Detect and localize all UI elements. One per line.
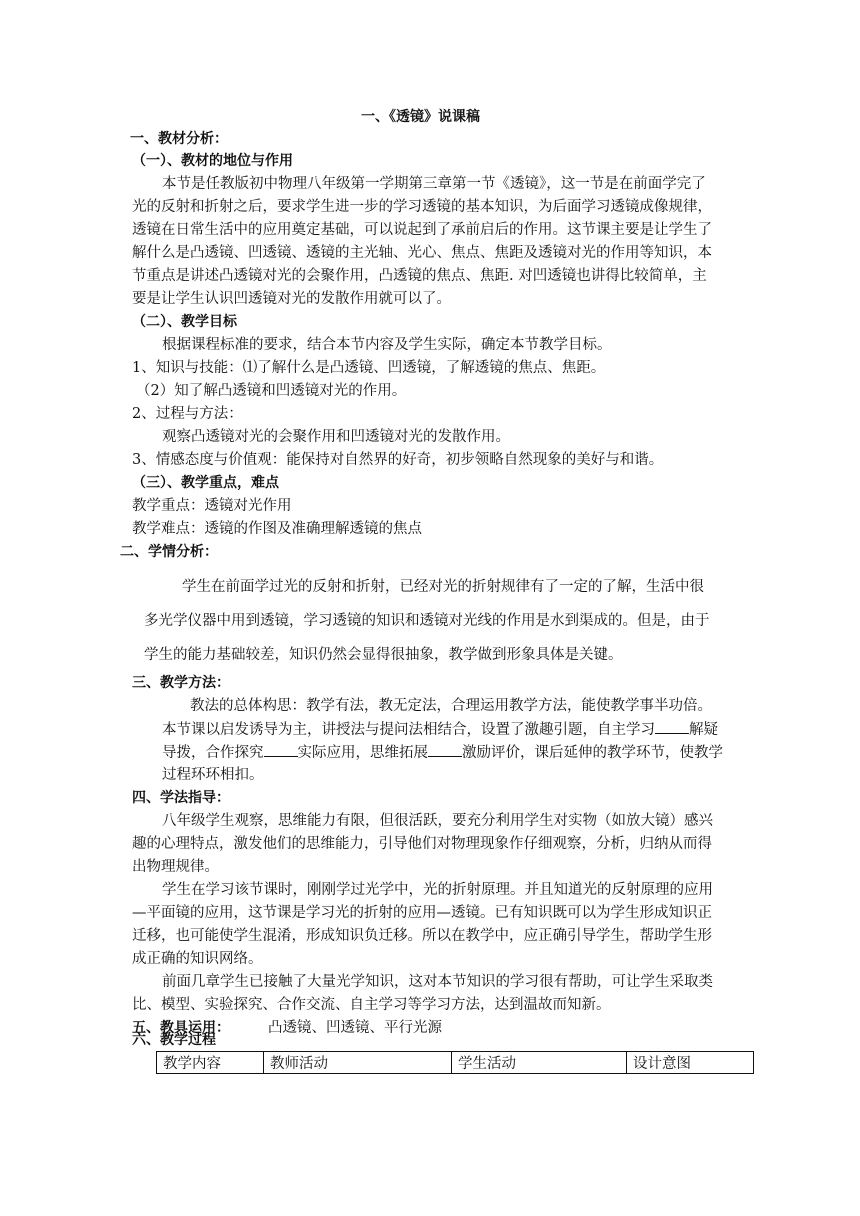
paragraph-line: 透镜在日常生活中的应用奠定基础，可以说起到了承前启后的作用。这节课主要是让学生了 bbox=[132, 222, 712, 238]
paragraph-line: 八年级学生观察，思维能力有限，但很活跃，要充分利用学生对实物（如放大镜）感兴 bbox=[162, 813, 713, 829]
paragraph-line: 迁移，也可能使学生混淆，形成知识负迁移。所以在教学中，应正确引导学生，帮助学生形 bbox=[132, 928, 712, 944]
section-heading-teaching-process: 六、教学过程 bbox=[132, 1032, 216, 1048]
paragraph-line: 节重点是讲述凸透镜对光的会聚作用，凸透镜的焦点、焦距. 对凹透镜也讲得比较简单，主 bbox=[132, 268, 707, 284]
table-header-cell: 教师活动 bbox=[264, 1052, 452, 1074]
paragraph-line: 解什么是凸透镜、凹透镜、透镜的主光轴、光心、焦点、焦距及透镜对光的作用等知识，本 bbox=[132, 245, 712, 261]
paragraph-line: 成正确的知识网络。 bbox=[132, 951, 263, 967]
paragraph-line: 要是让学生认识凹透镜对光的发散作用就可以了。 bbox=[132, 291, 451, 307]
key-point-line: 教学重点：透镜对光作用 bbox=[132, 498, 292, 514]
fill-blank bbox=[264, 742, 298, 757]
section-heading-student-analysis: 二、学情分析： bbox=[120, 544, 218, 560]
paragraph-line: —平面镜的应用，这节课是学习光的折射的应用—透镜。已有知识既可以为学生形成知识正 bbox=[132, 905, 712, 921]
paragraph-line: 本节是任教版初中物理八年级第一学期第三章第一节《透镜》，这一节是在前面学完了 bbox=[162, 176, 706, 192]
text-fragment: 本节课以启发诱导为主，讲授法与提问法相结合，设置了激趣引题，自主学习 bbox=[162, 722, 655, 738]
text-fragment: 激励评价，课后延伸的教学环节，使教学 bbox=[462, 745, 723, 761]
goal-line: 2、过程与方法： bbox=[132, 406, 243, 422]
section-heading-teaching-methods: 三、教学方法： bbox=[132, 675, 230, 691]
paragraph-line: 教法的总体构思：教学有法，教无定法，合理运用教学方法，能使教学事半功倍。 bbox=[190, 698, 712, 714]
paragraph-line: 比、模型、实验探究、合作交流、自主学习等学习方法，达到温故而知新。 bbox=[132, 997, 611, 1013]
fill-blank bbox=[428, 742, 462, 757]
goal-line: 观察凸透镜对光的会聚作用和凹透镜对光的发散作用。 bbox=[162, 429, 510, 445]
paragraph-line: 光的反射和折射之后，要求学生进一步的学习透镜的基本知识，为后面学习透镜成像规律， bbox=[132, 199, 712, 215]
subheading-status-and-role: （一）、教材的地位与作用 bbox=[132, 153, 293, 169]
table-header-row bbox=[157, 1052, 754, 1074]
goal-line: 1、知识与技能：⑴了解什么是凸透镜、凹透镜，了解透镜的焦点、焦距。 bbox=[132, 360, 606, 376]
section-heading-teaching-aids: 五、教具运用： bbox=[132, 1020, 230, 1036]
paragraph-line: 多光学仪器中用到透镜，学习透镜的知识和透镜对光线的作用是水到渠成的。但是，由于 bbox=[144, 613, 710, 629]
text-fragment: 实际应用，思维拓展 bbox=[297, 745, 428, 761]
subheading-teaching-goals: （二）、教学目标 bbox=[132, 314, 237, 330]
paragraph-line: 学生在学习该节课时，刚刚学过光学中，光的折射原理。并且知道光的反射原理的应用 bbox=[162, 882, 713, 898]
table-header-cell: 教学内容 bbox=[157, 1052, 264, 1074]
paragraph-line: 过程环环相扣。 bbox=[162, 767, 264, 783]
fill-blank bbox=[655, 719, 689, 734]
goal-line: 根据课程标准的要求，结合本节内容及学生实际，确定本节教学目标。 bbox=[162, 337, 612, 353]
goal-line: 3、情感态度与价值观：能保持对自然界的好奇，初步领略自然现象的美好与和谐。 bbox=[132, 452, 664, 468]
paragraph-line: 学生在前面学过光的反射和折射，已经对光的折射规律有了一定的了解，生活中很 bbox=[182, 579, 704, 595]
section-heading-learning-guidance: 四、学法指导： bbox=[132, 790, 230, 806]
goal-line: （2）知了解凸透镜和凹透镜对光的作用。 bbox=[136, 383, 407, 399]
text-fragment: 解疑 bbox=[689, 722, 718, 738]
paragraph-line bbox=[162, 719, 718, 740]
teaching-process-table bbox=[156, 1051, 754, 1074]
table-header-cell: 设计意图 bbox=[627, 1052, 754, 1074]
teaching-aids-list: 凸透镜、凹透镜、平行光源 bbox=[268, 1020, 442, 1036]
subheading-key-points: （三）、教学重点，难点 bbox=[132, 475, 279, 491]
paragraph-line: 趣的心理特点，激发他们的思维能力，引导他们对物理现象作仔细观察，分析，归纳从而得 bbox=[132, 836, 712, 852]
paragraph-line bbox=[162, 742, 723, 763]
paragraph-line: 前面几章学生已接触了大量光学知识，这对本节知识的学习很有帮助，可让学生采取类 bbox=[162, 974, 713, 990]
document-title: 一、《透镜》说课稿 bbox=[361, 109, 480, 125]
paragraph-line: 学生的能力基础较差，知识仍然会显得很抽象，教学做到形象具体是关键。 bbox=[144, 647, 623, 663]
difficulty-line: 教学难点：透镜的作图及准确理解透镜的焦点 bbox=[132, 521, 422, 537]
text-fragment: 导拨，合作探究 bbox=[162, 745, 264, 761]
table-header-cell: 学生活动 bbox=[452, 1052, 627, 1074]
section-heading-textbook-analysis: 一、教材分析： bbox=[130, 131, 228, 147]
paragraph-line: 出物理规律。 bbox=[132, 859, 219, 875]
